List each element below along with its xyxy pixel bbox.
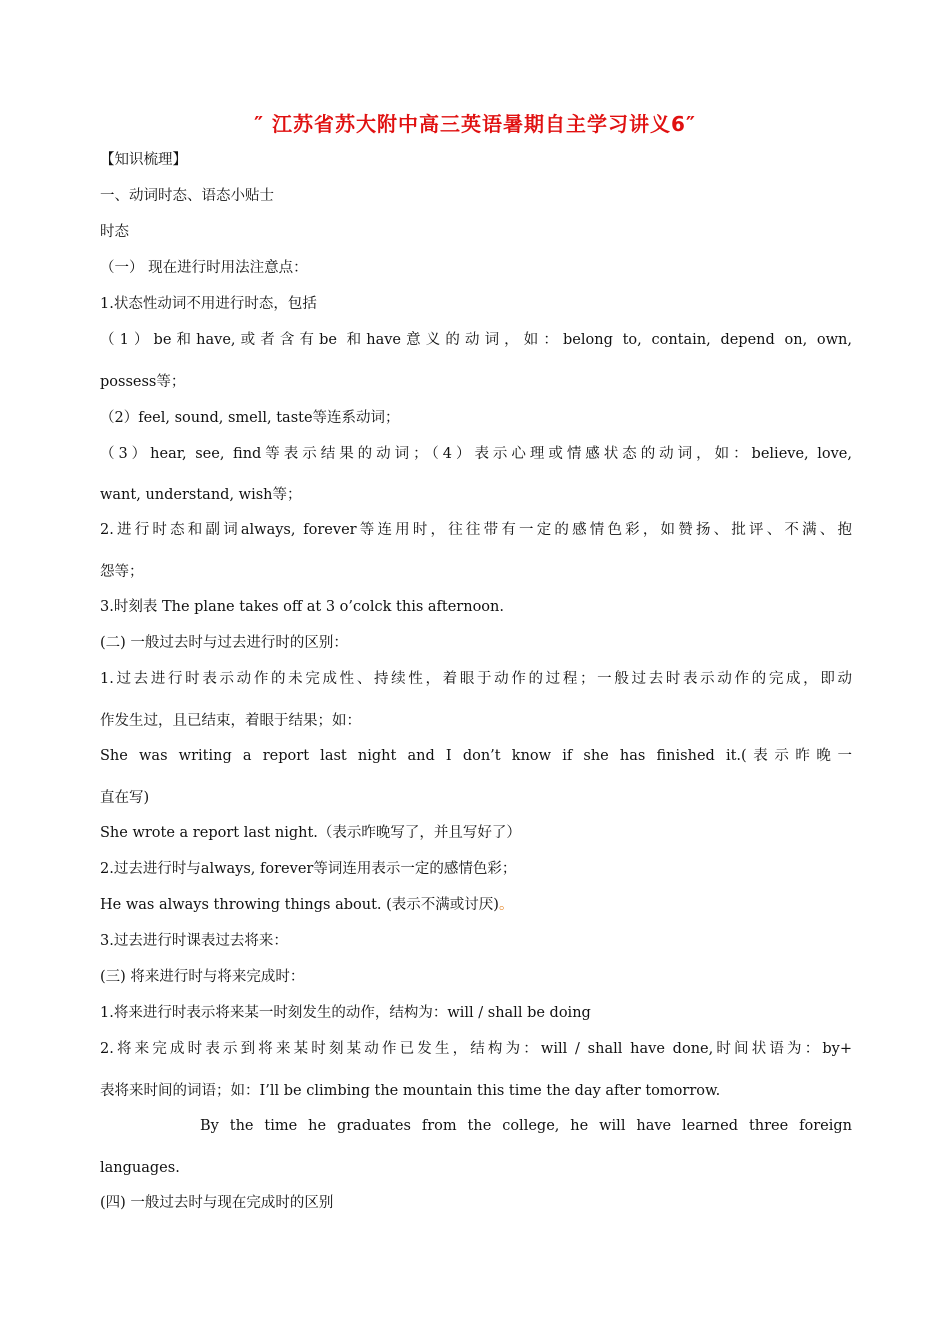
text-line: She was writing a report last night and I don’t know if she has finished it.(表示昨晚一 — [100, 748, 852, 764]
text-line: 1.过去进行时表示动作的未完成性、持续性，着眼于动作的过程；一般过去时表示动作的完成，即动 — [100, 671, 852, 687]
text-line: (二) 一般过去时与过去进行时的区别： — [100, 635, 348, 651]
text-line: 1.状态性动词不用进行时态，包括 — [100, 296, 317, 312]
text-line: 2.过去进行时与always, forever等词连用表示一定的感情色彩； — [100, 861, 517, 877]
document-title: ″ 江苏省苏大附中高三英语暑期自主学习讲义6″ — [254, 112, 696, 136]
text-line: 直在写) — [100, 790, 150, 806]
text-line: 1.将来进行时表示将来某一时刻发生的动作，结构为：will / shall be doing — [100, 1005, 591, 1021]
text-line: （2）feel, sound, smell, taste等连系动词； — [100, 410, 400, 426]
text-line: She wrote a report last night.（表示昨晚写了，并且写好了） — [100, 825, 521, 841]
text-line: 3.时刻表 The plane takes off at 3 o’colck this afternoon. — [100, 599, 504, 615]
section-heading: 【知识梳理】 — [100, 152, 187, 168]
text-line: 时态 — [100, 224, 129, 240]
text-line-content: He was always throwing things about. (表示不满或讨厌) — [100, 897, 499, 913]
text-line: 作发生过，且已结束，着眼于结果；如： — [100, 713, 361, 729]
text-line: 怨等； — [100, 564, 144, 580]
text-line: (三) 将来进行时与将来完成时： — [100, 969, 305, 985]
text-line: want, understand, wish等； — [100, 487, 302, 503]
text-line: （1）be和have,或者含有be 和have意义的动词，如：belong to, contain, depend on, own, — [100, 332, 852, 348]
text-line: 3.过去进行时课表过去将来： — [100, 933, 288, 949]
period-mark: 。 — [498, 897, 514, 913]
text-line: 2.进行时态和副词always, forever等连用时，往往带有一定的感情色彩，如赞扬、批评、不满、抱 — [100, 522, 852, 538]
text-line — [100, 895, 852, 915]
text-line: 2.将来完成时表示到将来某时刻某动作已发生，结构为：will / shall have done,时间状语为：by+ — [100, 1041, 852, 1057]
text-line: (四) 一般过去时与现在完成时的区别 — [100, 1195, 334, 1211]
text-line: 一、动词时态、语态小贴士 — [100, 188, 274, 204]
text-line: possess等； — [100, 374, 186, 390]
text-line: （一） 现在进行时用法注意点： — [100, 260, 308, 276]
text-line: languages. — [100, 1160, 180, 1176]
text-line: 表将来时间的词语；如：I’ll be climbing the mountain this time the day after tomorrow. — [100, 1083, 721, 1099]
text-line: By the time he graduates from the college, he will have learned three foreign — [200, 1118, 852, 1134]
text-line: （3）hear, see, find等表示结果的动词；（4）表示心理或情感状态的动词，如：believe, love, — [100, 446, 852, 462]
